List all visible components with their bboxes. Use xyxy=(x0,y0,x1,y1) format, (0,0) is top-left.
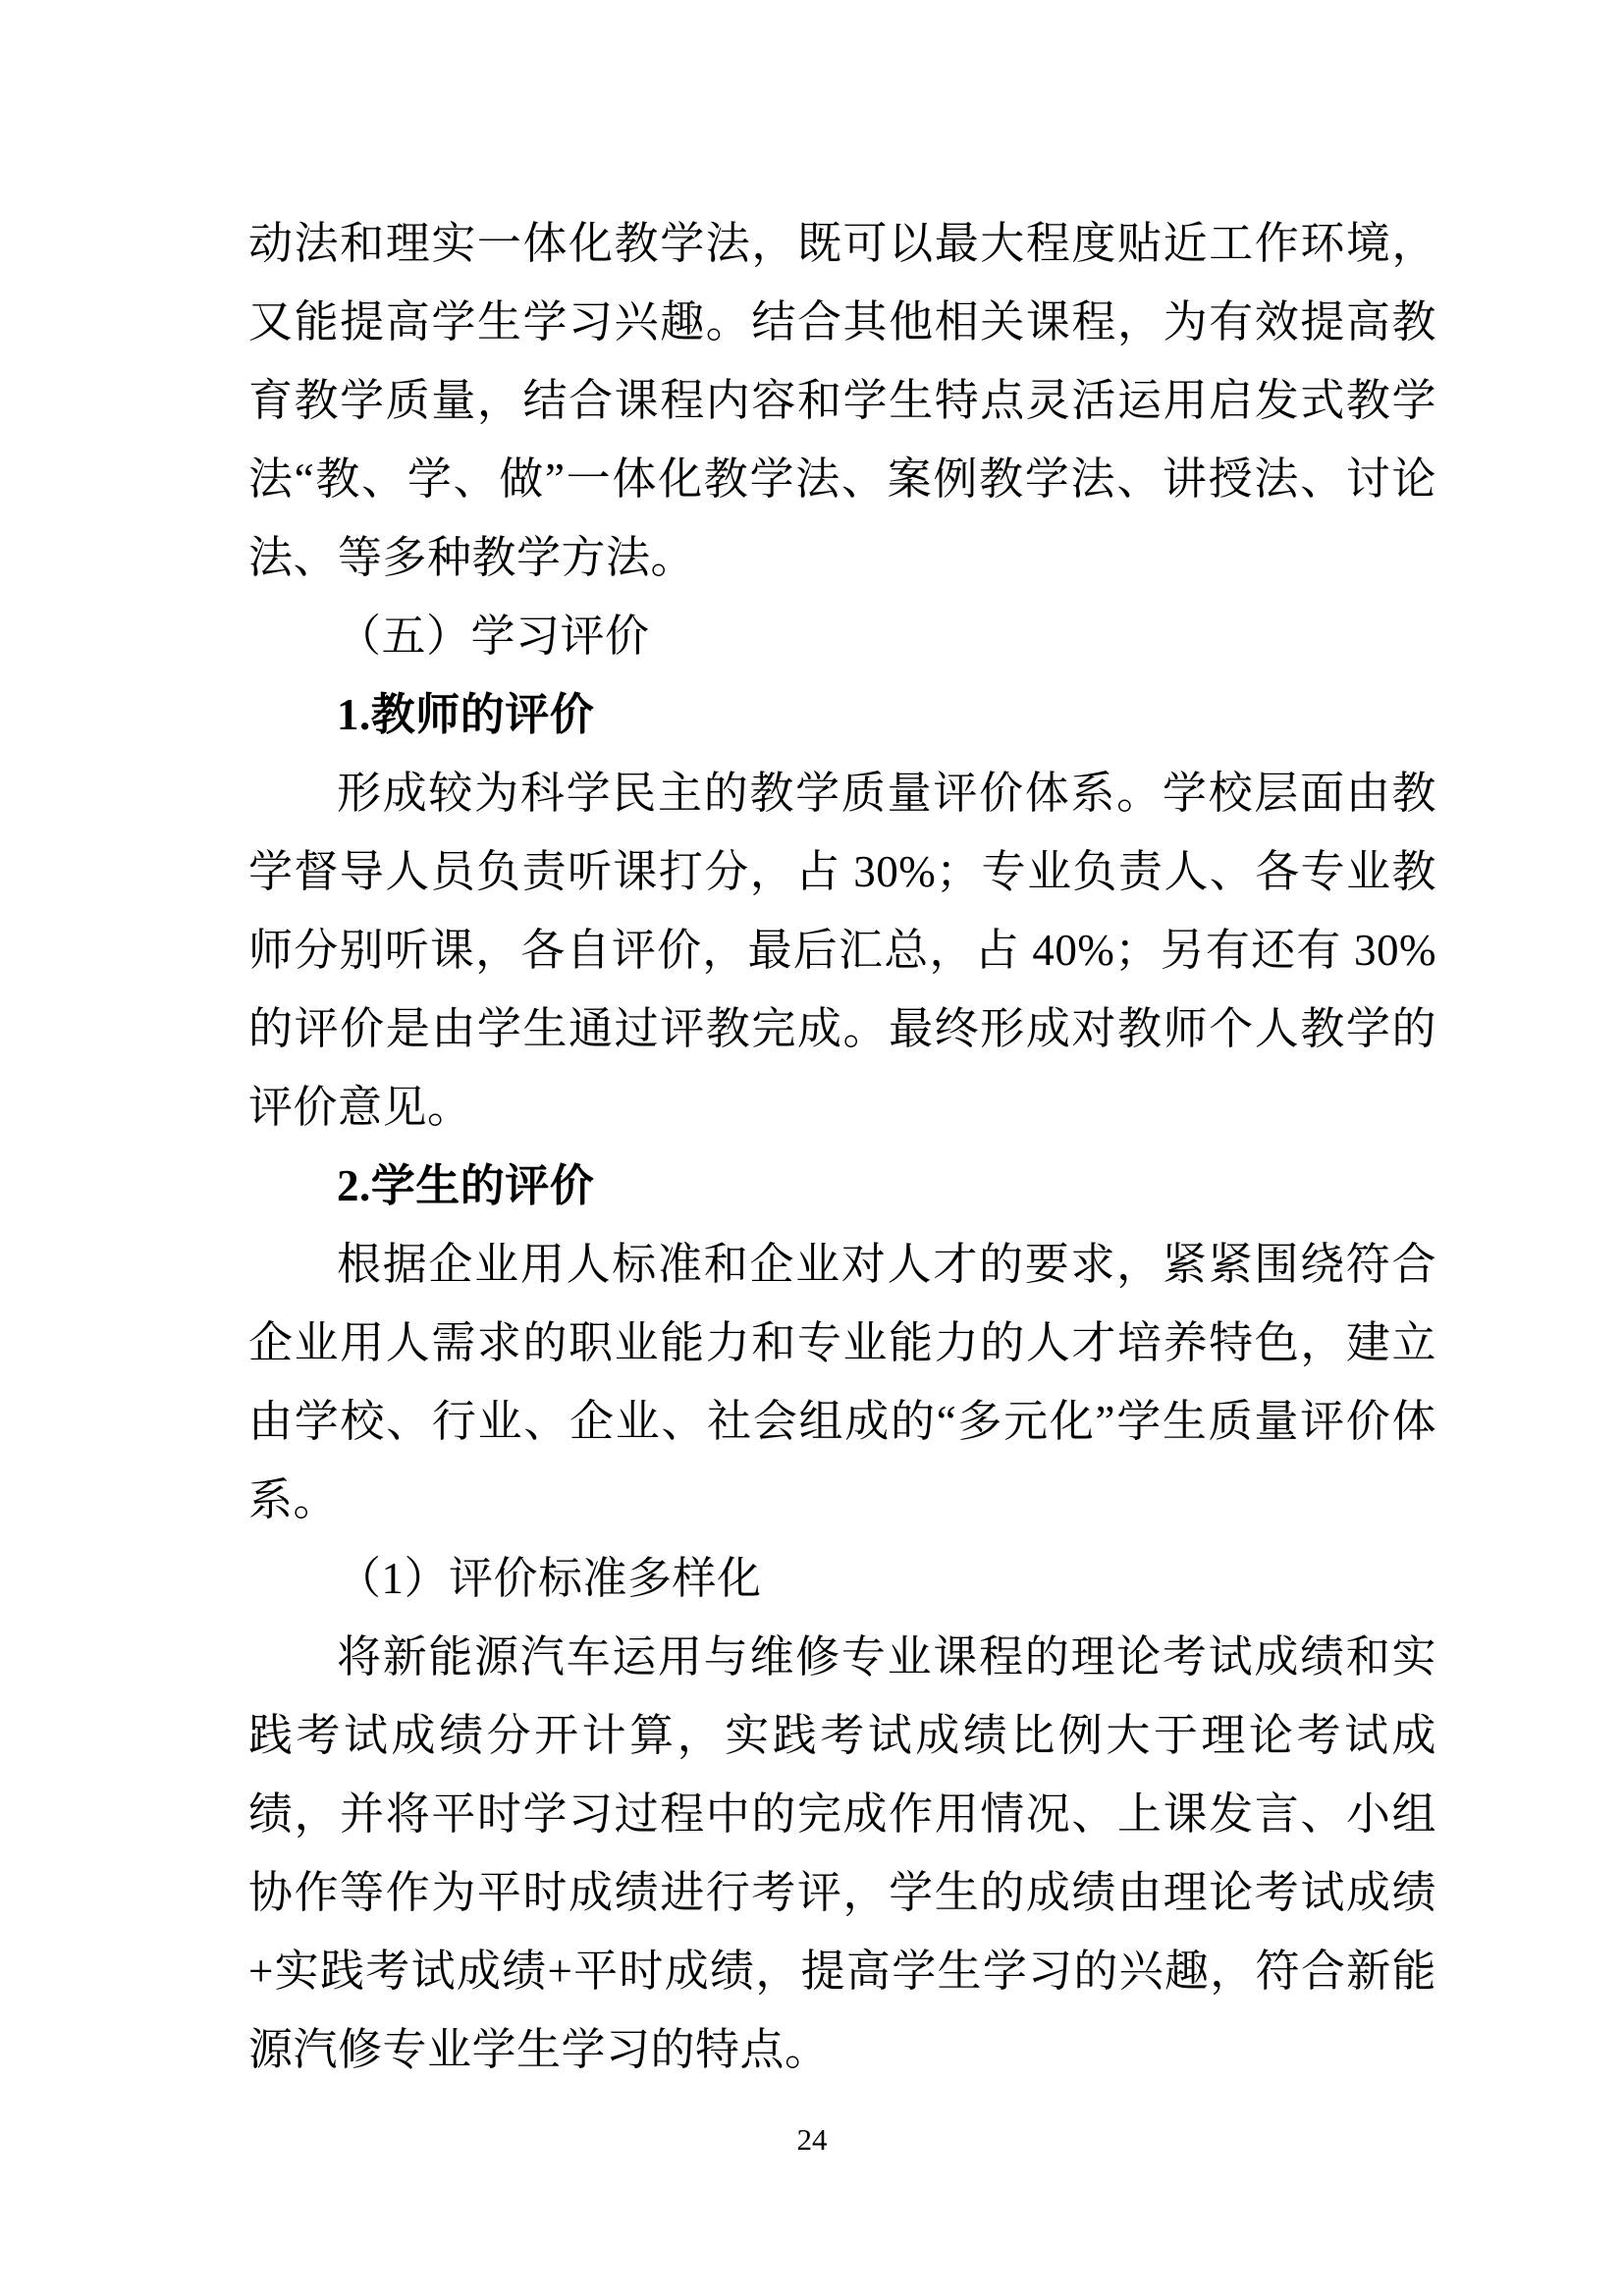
section-heading-learning-evaluation: （五）学习评价 xyxy=(337,612,650,661)
paragraph-teacher-evaluation: 形成较为科学民主的教学质量评价体系。学校层面由教学督导人员负责听课打分，占 30%；专业负责人、各专业教师分别听课，各自评价，最后汇总，占 40%；另有还有 30%的评价是由学生通过评教完成。最终形成对教师个人教学的评价意见。 xyxy=(248,769,1436,1132)
page-content xyxy=(248,204,1436,2089)
subsection-heading-teacher-evaluation: 1.教师的评价 xyxy=(337,690,595,739)
paragraph-evaluation-standard-detail: 将新能源汽车运用与维修专业课程的理论考试成绩和实践考试成绩分开计算，实践考试成绩比例大于理论考试成绩，并将平时学习过程中的完成作用情况、上课发言、小组协作等作为平时成绩进行考评，学生的成绩由理论考试成绩+实践考试成绩+平时成绩，提高学生学习的兴趣，符合新能源汽修专业学生学习的特点。 xyxy=(248,1632,1436,2074)
paragraph-continuation: 动法和理实一体化教学法，既可以最大程度贴近工作环境，又能提高学生学习兴趣。结合其他相关课程，为有效提高教育教学质量，结合课程内容和学生特点灵活运用启发式教学法“教、学、做”一体化教学法、案例教学法、讲授法、讨论法、等多种教学方法。 xyxy=(248,219,1436,582)
paragraph-student-evaluation: 根据企业用人标准和企业对人才的要求，紧紧围绕符合企业用人需求的职业能力和专业能力的人才培养特色，建立由学校、行业、企业、社会组成的“多元化”学生质量评价体系。 xyxy=(248,1240,1436,1524)
subsection-heading-student-evaluation: 2.学生的评价 xyxy=(337,1161,595,1210)
page-number: 24 xyxy=(796,2122,828,2157)
subheading-evaluation-standard-diversification: （1）评价标准多样化 xyxy=(337,1554,762,1603)
